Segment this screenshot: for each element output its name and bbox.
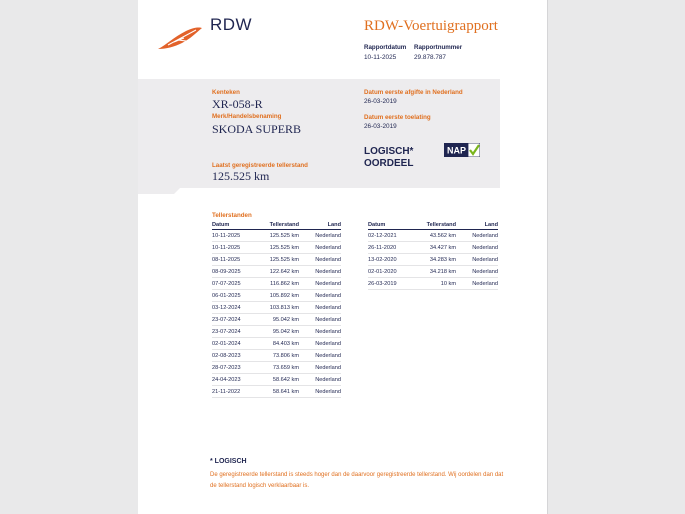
row-odometer: 125.525 km <box>257 254 299 266</box>
col-date-header: Datum <box>368 221 414 230</box>
row-odometer: 73.806 km <box>257 350 299 362</box>
row-country: Nederland <box>456 242 498 254</box>
row-date: 10-11-2025 <box>212 242 257 254</box>
row-date: 24-04-2023 <box>212 374 257 386</box>
table-row <box>368 230 498 242</box>
legend-title: * LOGISCH <box>210 458 247 465</box>
plate-value: XR-058-R <box>212 97 263 111</box>
row-country: Nederland <box>456 230 498 242</box>
row-country: Nederland <box>299 254 341 266</box>
table-row <box>212 230 341 242</box>
nap-logo-text: NAP <box>447 145 467 156</box>
row-odometer: 105.892 km <box>257 290 299 302</box>
row-date: 26-11-2020 <box>368 242 414 254</box>
table-row <box>212 386 341 398</box>
table-row <box>212 242 341 254</box>
row-country: Nederland <box>299 362 341 374</box>
table-row <box>212 350 341 362</box>
row-date: 08-09-2025 <box>212 266 257 278</box>
report-number-label: Rapportnummer <box>414 44 463 51</box>
report-date-value: 10-11-2025 <box>364 54 397 61</box>
row-country: Nederland <box>299 374 341 386</box>
row-odometer: 58.642 km <box>257 374 299 386</box>
row-country: Nederland <box>299 386 341 398</box>
verdict <box>364 146 413 170</box>
row-date: 06-01-2025 <box>212 290 257 302</box>
row-country: Nederland <box>299 230 341 242</box>
row-odometer: 122.642 km <box>257 266 299 278</box>
table-row <box>212 254 341 266</box>
row-country: Nederland <box>456 278 498 290</box>
plate-label: Kenteken <box>212 89 240 96</box>
odometer-value: 125.525 km <box>212 169 270 183</box>
row-date: 02-01-2020 <box>368 266 414 278</box>
row-country: Nederland <box>299 302 341 314</box>
row-odometer: 73.659 km <box>257 362 299 374</box>
row-country: Nederland <box>299 278 341 290</box>
table-row <box>212 374 341 386</box>
row-date: 02-12-2021 <box>368 230 414 242</box>
col-date-header: Datum <box>212 221 257 230</box>
row-country: Nederland <box>456 254 498 266</box>
row-date: 03-12-2024 <box>212 302 257 314</box>
table-row <box>212 290 341 302</box>
row-odometer: 34.283 km <box>414 254 456 266</box>
row-odometer: 34.218 km <box>414 266 456 278</box>
first-admission-label: Datum eerste toelating <box>364 114 431 121</box>
table-row <box>368 242 498 254</box>
row-odometer: 125.525 km <box>257 242 299 254</box>
report-date-label: Rapportdatum <box>364 44 407 51</box>
row-date: 26-03-2019 <box>368 278 414 290</box>
table-row <box>212 302 341 314</box>
row-country: Nederland <box>299 290 341 302</box>
row-date: 13-02-2020 <box>368 254 414 266</box>
row-country: Nederland <box>299 338 341 350</box>
table-row <box>212 266 341 278</box>
row-date: 08-11-2025 <box>212 254 257 266</box>
history-header-row <box>212 221 341 230</box>
report-number-value: 29.878.787 <box>414 54 446 61</box>
table-row <box>212 362 341 374</box>
odometer-label: Laatst geregistreerde tellerstand <box>212 162 308 169</box>
row-country: Nederland <box>299 242 341 254</box>
row-country: Nederland <box>299 350 341 362</box>
legend-text: De geregistreerde tellerstand is steeds hoger dan de daarvoor geregistreerde tellerstand. Wij oordelen dan dat de tellerstand logisch verklaarbaar is. <box>210 472 504 489</box>
make-label: Merk/Handelsbenaming <box>212 113 282 120</box>
table-row <box>368 278 498 290</box>
history-table-right <box>368 221 498 290</box>
row-odometer: 34.427 km <box>414 242 456 254</box>
row-date: 23-07-2024 <box>212 314 257 326</box>
row-date: 02-01-2024 <box>212 338 257 350</box>
row-odometer: 58.641 km <box>257 386 299 398</box>
history-title: Tellerstanden <box>212 212 252 219</box>
col-country-header: Land <box>299 221 341 230</box>
col-odometer-header: Tellerstand <box>257 221 299 230</box>
table-row <box>212 338 341 350</box>
row-odometer: 95.042 km <box>257 326 299 338</box>
verdict-line-2: OORDEEL <box>364 158 414 169</box>
history-header-row <box>368 221 498 230</box>
report-title: RDW-Voertuigrapport <box>364 18 498 34</box>
brand-name: RDW <box>210 15 253 34</box>
table-row <box>368 254 498 266</box>
row-date: 10-11-2025 <box>212 230 257 242</box>
make-value: SKODA SUPERB <box>212 122 302 136</box>
nap-logo-icon <box>444 143 480 157</box>
row-country: Nederland <box>456 266 498 278</box>
table-row <box>212 278 341 290</box>
row-odometer: 43.562 km <box>414 230 456 242</box>
col-country-header: Land <box>456 221 498 230</box>
band-notch <box>138 186 182 196</box>
table-row <box>212 314 341 326</box>
table-row <box>368 266 498 278</box>
col-odometer-header: Tellerstand <box>414 221 456 230</box>
row-odometer: 116.862 km <box>257 278 299 290</box>
history-table-left <box>212 221 341 398</box>
row-odometer: 125.525 km <box>257 230 299 242</box>
table-row <box>212 326 341 338</box>
row-country: Nederland <box>299 314 341 326</box>
row-country: Nederland <box>299 326 341 338</box>
row-date: 02-08-2023 <box>212 350 257 362</box>
row-odometer: 95.042 km <box>257 314 299 326</box>
row-country: Nederland <box>299 266 341 278</box>
row-date: 07-07-2025 <box>212 278 257 290</box>
verdict-line-1: LOGISCH* <box>364 146 414 157</box>
row-date: 28-07-2023 <box>212 362 257 374</box>
first-admission-value: 26-03-2019 <box>364 123 397 130</box>
row-odometer: 103.813 km <box>257 302 299 314</box>
row-odometer: 84.403 km <box>257 338 299 350</box>
first-nl-value: 26-03-2019 <box>364 98 397 105</box>
row-date: 21-11-2022 <box>212 386 257 398</box>
first-nl-label: Datum eerste afgifte in Nederland <box>364 89 463 96</box>
report-page <box>138 0 548 514</box>
row-odometer: 10 km <box>414 278 456 290</box>
rdw-logo-icon <box>156 25 204 51</box>
row-date: 23-07-2024 <box>212 326 257 338</box>
